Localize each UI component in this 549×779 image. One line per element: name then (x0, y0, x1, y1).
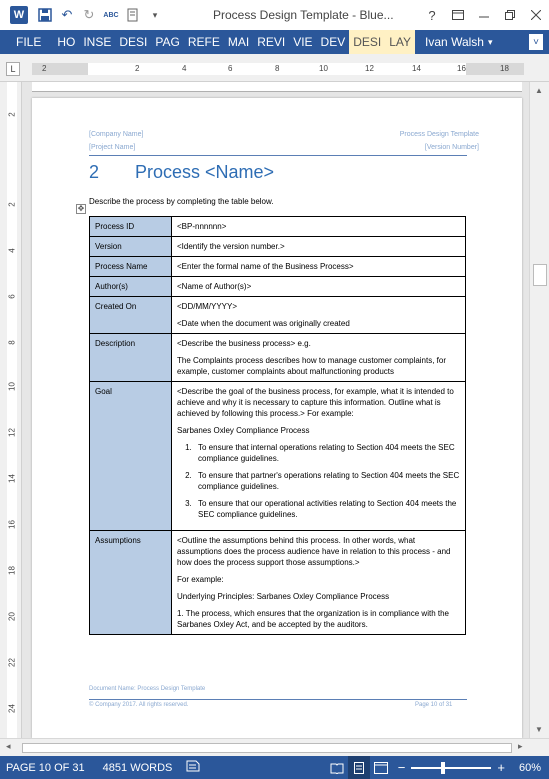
ribbon-tabs (0, 30, 549, 54)
ruler-number: 8 (275, 64, 280, 73)
tab-mailings[interactable]: MAI (227, 35, 250, 49)
process-name-label[interactable]: Process Name (90, 257, 172, 277)
zoom-slider[interactable] (411, 767, 491, 769)
process-table[interactable] (89, 216, 466, 635)
zoom-in-button[interactable]: + (497, 760, 505, 775)
scroll-right-icon[interactable]: ▸ (518, 741, 523, 751)
document-workspace[interactable] (23, 82, 529, 738)
list-item: 1. To ensure that internal operations relating to Section 404 meets the SEC compliance guidelines. (194, 442, 460, 464)
minimize-icon[interactable] (471, 0, 497, 30)
horizontal-ruler[interactable] (0, 54, 549, 82)
scroll-up-icon[interactable]: ▲ (535, 86, 543, 95)
ribbon-display-options-icon[interactable] (445, 0, 471, 30)
heading-text: Process <Name> (135, 162, 275, 182)
redo-icon[interactable]: ↻ (83, 7, 95, 22)
process-id-value[interactable]: <BP-nnnnnn> (172, 217, 466, 237)
read-mode-icon[interactable] (326, 756, 348, 779)
tab-file[interactable]: FILE (0, 30, 53, 54)
footer-page-number[interactable]: Page 10 of 31 (415, 702, 453, 708)
scroll-left-icon[interactable]: ◂ (6, 741, 11, 751)
created-on-value[interactable] (172, 297, 466, 334)
ruler-number: 10 (7, 382, 17, 391)
assumptions-value[interactable] (172, 531, 466, 635)
open-icon[interactable] (122, 4, 144, 26)
ruler-number: 2 (7, 202, 17, 207)
list-item: 2. To ensure that partner's operations relating to Section 404 meets the SEC compliance guidelines. (194, 470, 460, 492)
tab-table-design[interactable]: DESI (349, 30, 385, 54)
ruler-number: 12 (365, 64, 374, 73)
close-icon[interactable] (523, 0, 549, 30)
table-row (90, 297, 466, 334)
table-row (90, 277, 466, 297)
description-example: The Complaints process describes how to manage customer complaints, for example, customer complaints about malfunctioning products (177, 356, 447, 376)
ruler-number: 14 (7, 474, 17, 483)
goal-list (194, 442, 460, 520)
created-on-note: <Date when the document was originally created (177, 319, 350, 328)
help-icon[interactable]: ? (428, 7, 436, 23)
ruler-number: 24 (7, 704, 17, 713)
process-name-value[interactable]: <Enter the formal name of the Business Process> (172, 257, 466, 277)
table-row (90, 334, 466, 382)
ruler-number: 2 (42, 64, 47, 73)
ruler-number: 8 (7, 340, 17, 345)
ruler-right-margin (466, 63, 524, 75)
ruler-number: 12 (7, 428, 17, 437)
ruler-number: 16 (457, 64, 466, 73)
assumptions-prompt: <Outline the assumptions behind this process. In other words, what assumptions does the process audience have in relation to this process - and how does the process support those assumptions.> (177, 536, 451, 567)
horizontal-scroll-thumb[interactable] (22, 743, 512, 753)
undo-icon[interactable]: ↶ (61, 7, 73, 22)
table-row (90, 531, 466, 635)
ruler-number: 6 (7, 294, 17, 299)
user-account[interactable]: Ivan Walsh (425, 35, 484, 49)
ruler-number: 18 (500, 64, 509, 73)
horizontal-scrollbar[interactable] (0, 738, 549, 756)
proofing-icon[interactable] (186, 760, 200, 775)
title-bar (0, 0, 549, 30)
view-buttons (326, 756, 549, 779)
ruler-number: 2 (7, 112, 17, 117)
goal-prompt: <Describe the goal of the business process, for example, what it is intended to achieve and why it is necessary to capture this information. Outline what is achieved by following this process.> For example: (177, 387, 454, 418)
window-controls (419, 0, 549, 30)
assumptions-example-intro: For example: (177, 575, 224, 584)
quick-access-toolbar (34, 0, 166, 30)
scroll-down-icon[interactable]: ▼ (535, 725, 543, 734)
web-layout-icon[interactable] (370, 756, 392, 779)
tab-page-layout[interactable]: PAG (155, 35, 180, 49)
ruler-number: 10 (319, 64, 328, 73)
expand-ribbon-icon[interactable]: ˅ (529, 34, 543, 50)
tab-stop-selector[interactable]: L (6, 62, 20, 76)
table-row (90, 382, 466, 531)
description-value[interactable] (172, 334, 466, 382)
ruler-left-margin (32, 63, 88, 75)
authors-value[interactable]: <Name of Author(s)> (172, 277, 466, 297)
save-icon[interactable] (34, 4, 56, 26)
chevron-down-icon[interactable]: ▾ (487, 36, 493, 47)
header-project-name[interactable]: [Project Name] (89, 144, 136, 151)
spelling-icon[interactable]: ABC (103, 11, 119, 19)
ruler-number: 18 (7, 566, 17, 575)
ruler-strip[interactable] (32, 63, 524, 75)
vertical-ruler-strip (7, 82, 17, 738)
tab-references[interactable]: REFE (187, 35, 220, 49)
footer-copyright[interactable]: © Company 2017. All rights reserved. (89, 702, 189, 708)
document-title: Process Design Template - Blue... (213, 8, 394, 22)
goal-example-title: Sarbanes Oxley Compliance Process (177, 426, 310, 435)
page-count-status[interactable]: PAGE 10 OF 31 (6, 761, 85, 774)
tab-review[interactable]: REVI (257, 35, 286, 49)
tab-home[interactable]: HO (57, 35, 76, 49)
zoom-slider-knob[interactable] (441, 762, 445, 774)
word-count-status[interactable]: 4851 WORDS (102, 761, 173, 774)
header-company-name[interactable]: [Company Name] (89, 131, 144, 138)
ruler-number: 22 (7, 658, 17, 667)
table-move-handle-icon[interactable]: ✥ (77, 204, 85, 213)
table-row (90, 217, 466, 237)
zoom-out-button[interactable]: − (397, 760, 406, 775)
table-row (90, 237, 466, 257)
created-on-label[interactable]: Created On (90, 297, 172, 334)
tab-developer[interactable]: DEV (320, 35, 346, 49)
previous-page-bottom (32, 82, 522, 92)
goal-label[interactable]: Goal (90, 382, 172, 531)
ruler-number: 4 (7, 248, 17, 253)
description-label[interactable]: Description (90, 334, 172, 382)
ruler-number: 4 (182, 64, 187, 73)
document-page[interactable] (32, 98, 522, 738)
header-template-name[interactable]: Process Design Template (399, 131, 479, 138)
print-layout-icon[interactable] (348, 756, 370, 779)
header-divider (89, 155, 467, 156)
tab-insert[interactable]: INSE (83, 35, 112, 49)
created-on-date: <DD/MM/YYYY> (177, 302, 238, 311)
assumptions-item: 1. The process, which ensures that the organization is in compliance with the Sarbanes Oxley Act, and be accepted by the auditors. (177, 609, 449, 629)
authors-label[interactable]: Author(s) (90, 277, 172, 297)
list-item: 3. To ensure that our operational activities relating to Section 404 meets the SEC compliance guidelines. (194, 498, 460, 520)
heading-number: 2 (89, 162, 100, 182)
ruler-number: 2 (135, 64, 140, 73)
ruler-number: 20 (7, 612, 17, 621)
ruler-number: 6 (228, 64, 233, 73)
restore-icon[interactable] (497, 0, 523, 30)
status-bar (0, 756, 549, 779)
vertical-scrollbar[interactable] (529, 82, 549, 738)
version-label[interactable]: Version (90, 237, 172, 257)
section-heading[interactable] (89, 162, 274, 183)
tab-view[interactable]: VIE (293, 35, 313, 49)
intro-paragraph[interactable]: Describe the process by completing the table below. (89, 197, 274, 206)
ruler-number: 14 (412, 64, 421, 73)
scroll-thumb[interactable] (533, 264, 547, 286)
goal-value[interactable] (172, 382, 466, 531)
footer-document-name[interactable]: Document Name: Process Design Template (89, 686, 206, 692)
zoom-level[interactable]: 60% (518, 761, 541, 774)
assumptions-principles: Underlying Principles: Sarbanes Oxley Compliance Process (177, 592, 390, 601)
process-id-label[interactable]: Process ID (90, 217, 172, 237)
customize-toolbar-icon[interactable]: ▾ (152, 9, 158, 20)
vertical-ruler[interactable] (0, 82, 22, 738)
version-value[interactable]: <Identify the version number.> (172, 237, 466, 257)
tab-design[interactable]: DESI (119, 35, 148, 49)
header-version-number[interactable]: [Version Number] (424, 144, 479, 151)
description-prompt: <Describe the business process> e.g. (177, 339, 311, 348)
word-logo-icon[interactable]: W (10, 6, 28, 24)
footer-divider (89, 699, 467, 700)
tab-table-layout[interactable]: LAY (385, 30, 415, 54)
ruler-number: 16 (7, 520, 17, 529)
table-row (90, 257, 466, 277)
assumptions-label[interactable]: Assumptions (90, 531, 172, 635)
